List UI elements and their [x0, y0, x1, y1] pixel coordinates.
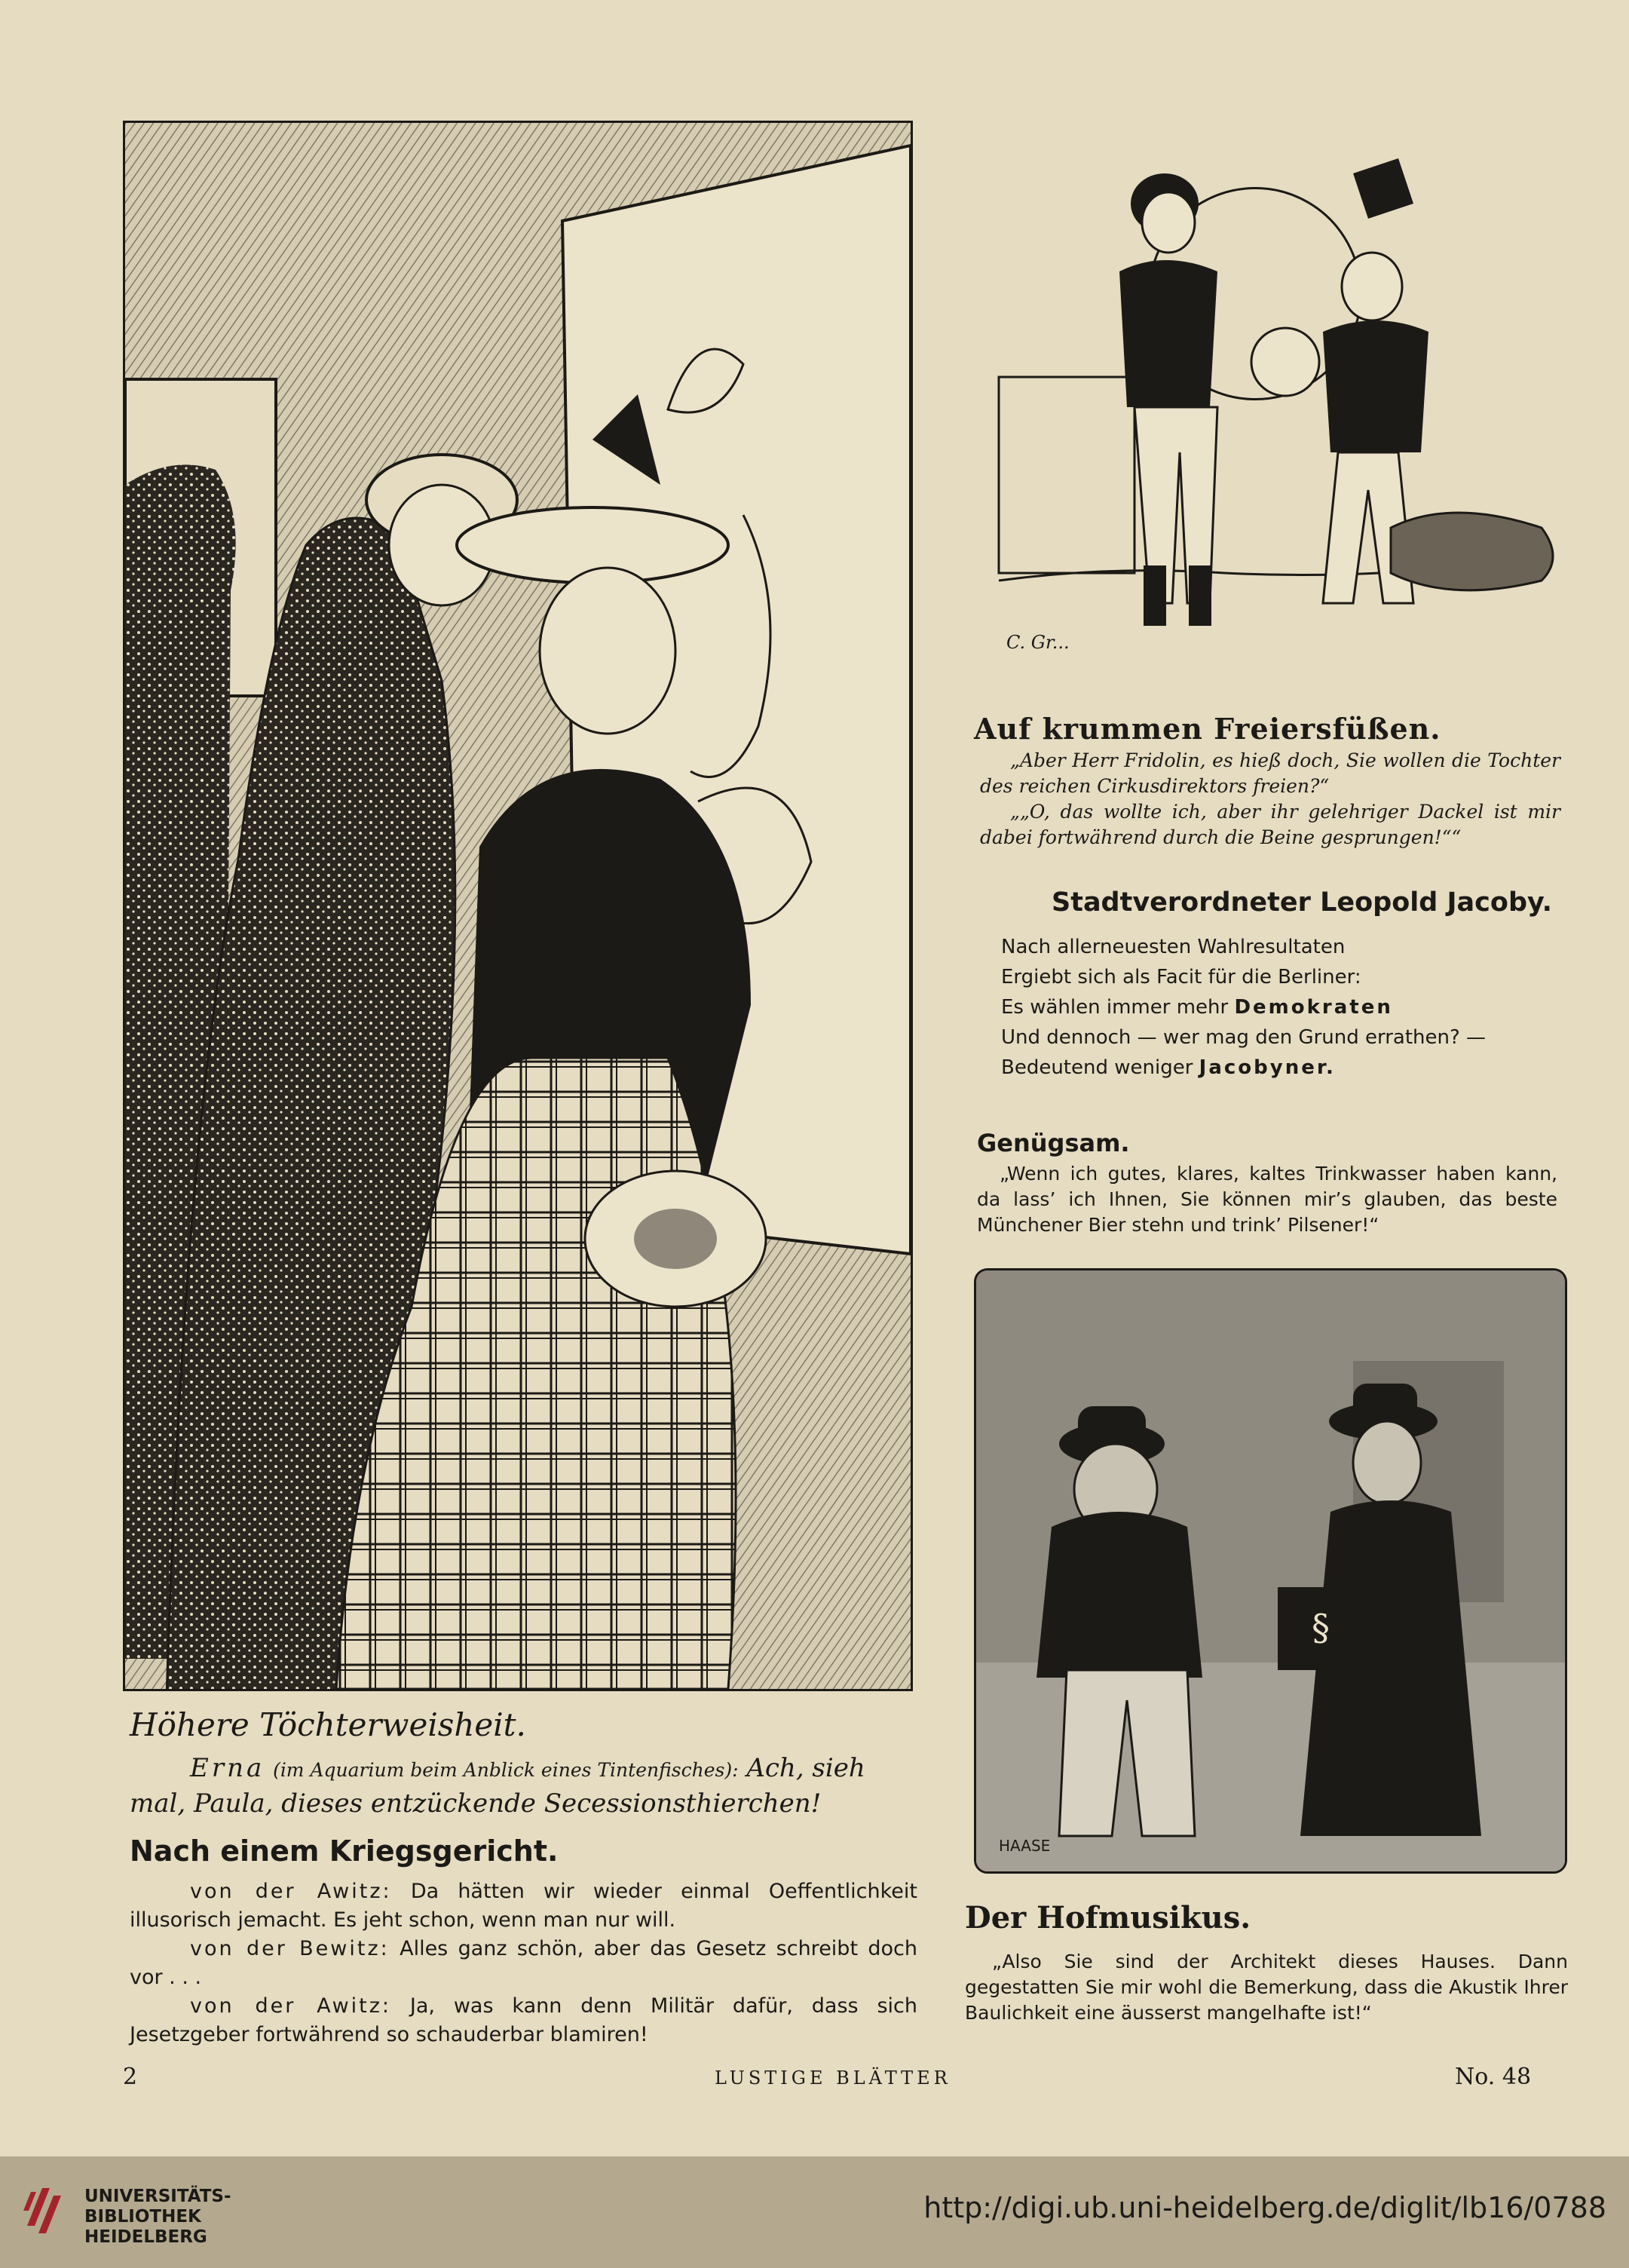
library-name-line: HEIDELBERG	[84, 2227, 207, 2247]
poem-emphasis: Jacobyner.	[1199, 1056, 1336, 1079]
caption-title: Höhere Töchterweisheit.	[130, 1706, 526, 1743]
poem-line	[1001, 992, 1486, 1022]
issue-number: No. 48	[1455, 2064, 1532, 2090]
library-logo-icon[interactable]	[20, 2181, 72, 2241]
poem-line: Nach allerneuesten Wahlresultaten	[1001, 936, 1346, 958]
jacoby-poem	[1001, 932, 1486, 1083]
library-name-line: UNIVERSITÄTS-	[84, 2187, 231, 2206]
speaker-name: von der Bewitz:	[190, 1937, 390, 1960]
hofmusikus-body	[965, 1949, 1568, 2026]
hofmusikus-title: Der Hofmusikus.	[965, 1900, 1251, 1935]
kriegsgericht-title: Nach einem Kriegsgericht.	[130, 1834, 559, 1868]
library-name-line: BIBLIOTHEK	[84, 2207, 201, 2227]
library-name	[84, 2187, 231, 2248]
poem-line: Ergiebt sich als Facit für die Berliner:	[1001, 966, 1361, 988]
svg-text:§: §	[1312, 1607, 1330, 1649]
caption-line-1: Ach, sieh mal,	[130, 1753, 865, 1819]
freier-line-1: „Aber Herr Fridolin, es hieß doch, Sie wollen die Tochter des reichen Cirkusdirektors freien?“	[980, 749, 1560, 797]
page-number: 2	[123, 2064, 138, 2090]
caption-line-2: Paula, dieses entzückende Secessionsthierchen!	[194, 1788, 822, 1819]
stage-direction: (im Aquarium beim Anblick eines Tintenfisches):	[273, 1759, 739, 1781]
freier-title: Auf krummen Freiersfüßen.	[974, 712, 1441, 746]
circus-illustration	[969, 128, 1572, 679]
source-url-link[interactable]: http://digi.ub.uni-heidelberg.de/diglit/lb16/0788	[923, 2191, 1606, 2224]
freier-body	[980, 748, 1560, 851]
poem-emphasis: Demokraten	[1234, 996, 1393, 1019]
genuegsam-title: Genügsam.	[977, 1129, 1130, 1157]
genuegsam-text: „Wenn ich gutes, klares, kaltes Trinkwasser haben kann, da lass’ ich Ihnen, Sie können mir’s glauben, das beste Münchener Bier stehn und trink’ Pilsener!“	[977, 1163, 1557, 1236]
speaker-name: Erna	[190, 1753, 265, 1783]
freier-line-2: „„O, das wollte ich, aber ihr gelehriger Dackel ist mir dabei fortwährend durch die Beine gesprungen!““	[980, 801, 1560, 848]
hofmusikus-illustration	[974, 1268, 1567, 1874]
artist-signature: C. Gr...	[1006, 632, 1070, 653]
dialogue-text: Da hätten wir wieder einmal Oeffentlichkeit illusorisch jemacht. Es jeht schon, wenn man nur will.	[130, 1880, 917, 1932]
kriegsgericht-body	[130, 1877, 917, 2049]
haase-signature: HAASE	[999, 1837, 1051, 1855]
kriegsgericht-paragraph	[130, 1877, 917, 1935]
dialogue-text: Alles ganz schön, aber das Gesetz schreibt doch vor . . .	[130, 1937, 917, 1989]
jacoby-title: Stadtverordneter Leopold Jacoby.	[1052, 887, 1552, 918]
dialogue-text: Ja, was kann denn Militär dafür, dass sich Jesetzgeber fortwährend so schauderbar blamiren!	[130, 1994, 917, 2046]
poem-line	[1001, 1053, 1486, 1083]
genuegsam-body	[977, 1161, 1557, 1238]
caption-body	[130, 1752, 914, 1820]
journal-name: LUSTIGE BLÄTTER	[715, 2067, 951, 2089]
speaker-name: von der Awitz:	[190, 1994, 392, 2018]
aquarium-illustration	[123, 121, 913, 1691]
poem-line: Und dennoch — wer mag den Grund errathen? —	[1001, 1026, 1487, 1049]
poem-text: Es wählen immer mehr	[1001, 996, 1229, 1019]
speaker-name: von der Awitz:	[190, 1880, 392, 1903]
library-bar	[0, 2156, 1629, 2268]
kriegsgericht-paragraph	[130, 1992, 917, 2049]
kriegsgericht-paragraph	[130, 1935, 917, 1992]
hofmusikus-text: „Also Sie sind der Architekt dieses Hauses. Dann gegestatten Sie mir wohl die Bemerkung, dass die Akustik Ihrer Baulichkeit eine äusserst mangelhafte ist!“	[965, 1951, 1568, 2024]
poem-text: Bedeutend weniger	[1001, 1056, 1193, 1079]
